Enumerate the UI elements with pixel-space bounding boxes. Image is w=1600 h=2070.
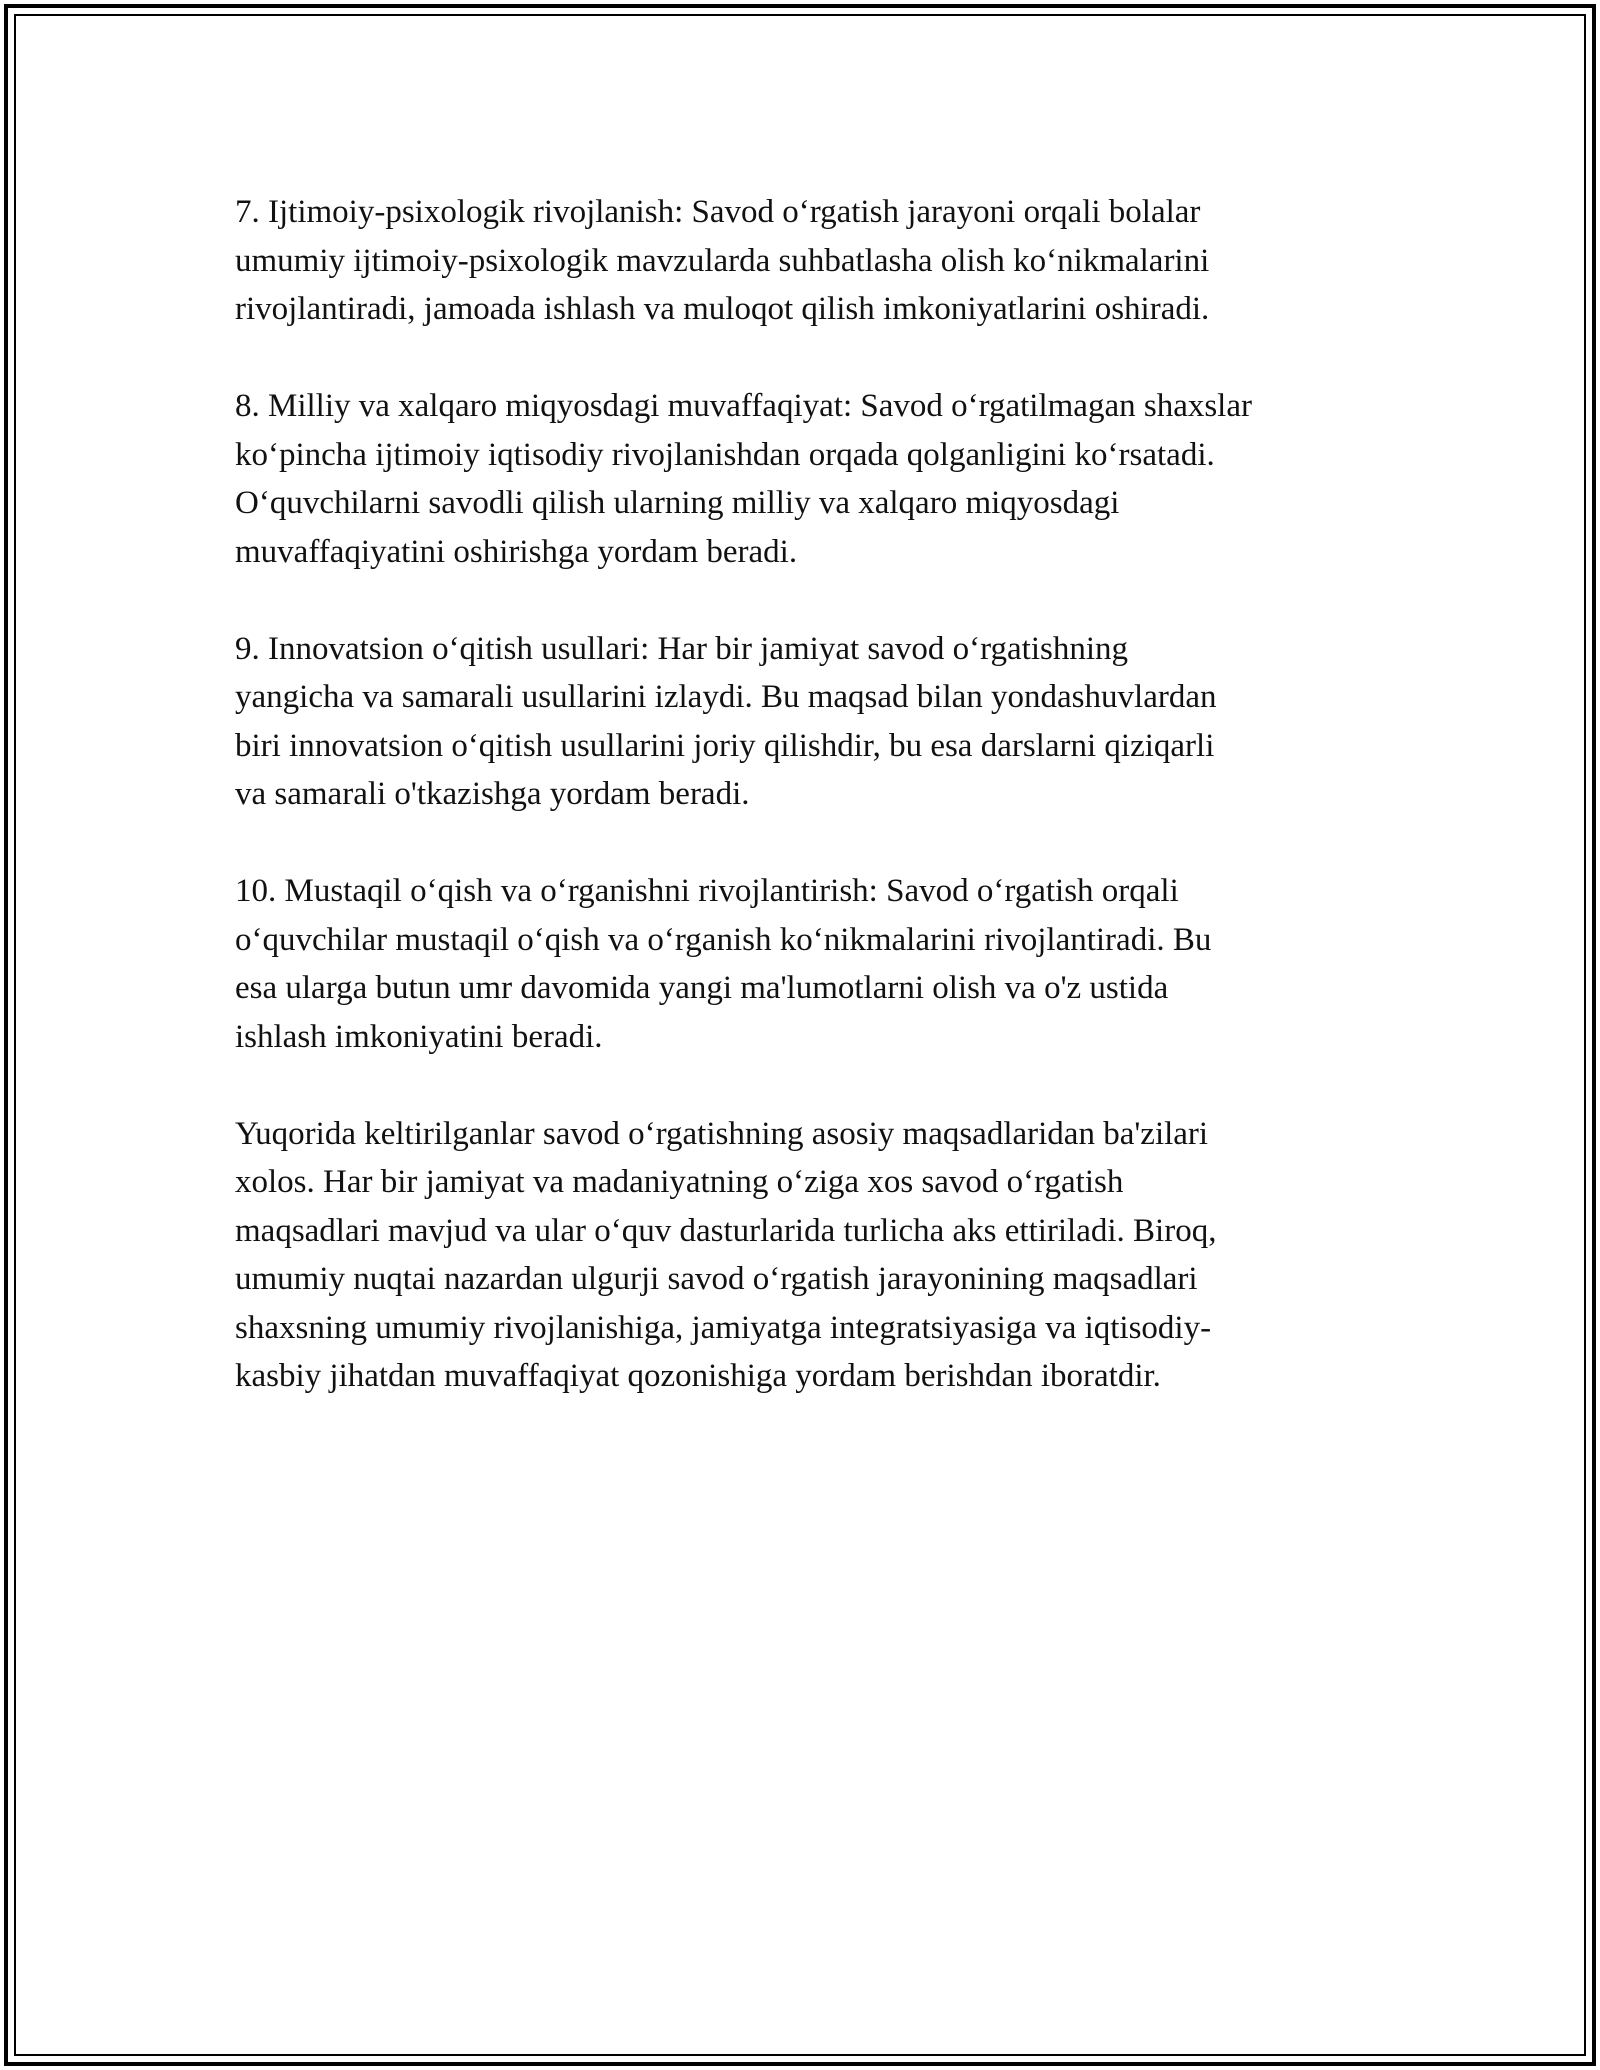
paragraph-8-national-international-success: 8. Milliy va xalqaro miqyosdagi muvaffaqiyat: Savod o‘rgatilmagan shaxslar ko‘pincha ijtimoiy iqtisodiy rivojlanishdan orqada qolganligini ko‘rsatadi. O‘quvchilarni savodli qilish ularning milliy va xalqaro miqyosdagi muvaffaqiyatini oshirishga yordam beradi. <box>235 388 1252 570</box>
paragraph-conclusion: Yuqorida keltirilganlar savod o‘rgatishning asosiy maqsadlaridan ba'zilari xolos. Har bir jamiyat va madaniyatning o‘ziga xos savod o‘rgatish maqsadlari mavjud va ular o‘quv dasturlarida turlicha aks ettiriladi. Biroq, umumiy nuqtai nazardan ulgurji savod o‘rgatish jarayonining maqsadlari shaxsning umumiy rivojlanishiga, jamiyatga integratsiyasiga va iqtisodiy- kasbiy jihatdan muvaffaqiyat qozonishiga yordam berishdan iboratdir. <box>235 1115 1217 1394</box>
paragraph-7-social-psychological: 7. Ijtimoiy-psixologik rivojlanish: Savod o‘rgatish jarayoni orqali bolalar umumiy ijtimoiy-psixologik mavzularda suhbatlasha olish ko‘nikmalarini rivojlantiradi, jamoada ishlash va muloqot qilish imkoniyatlarini oshiradi. <box>235 194 1210 327</box>
paragraph-10-independent-reading: 10. Mustaqil o‘qish va o‘rganishni rivojlantirish: Savod o‘rgatish orqali o‘quvchilar mustaqil o‘qish va o‘rganish ko‘nikmalarini rivojlantiradi. Bu esa ularga butun umr davomida yangi ma'lumotlarni olish va o'z ustida ishlash imkoniyatini beradi. <box>235 873 1212 1055</box>
paragraph-9-innovative-teaching: 9. Innovatsion o‘qitish usullari: Har bir jamiyat savod o‘rgatishning yangicha va samarali usullarini izlaydi. Bu maqsad bilan yondashuvlardan biri innovatsion o‘qitish usullarini joriy qilishdir, bu esa darslarni qiziqarli va samarali o'tkazishga yordam beradi. <box>235 630 1217 812</box>
document-body <box>235 188 1380 1449</box>
